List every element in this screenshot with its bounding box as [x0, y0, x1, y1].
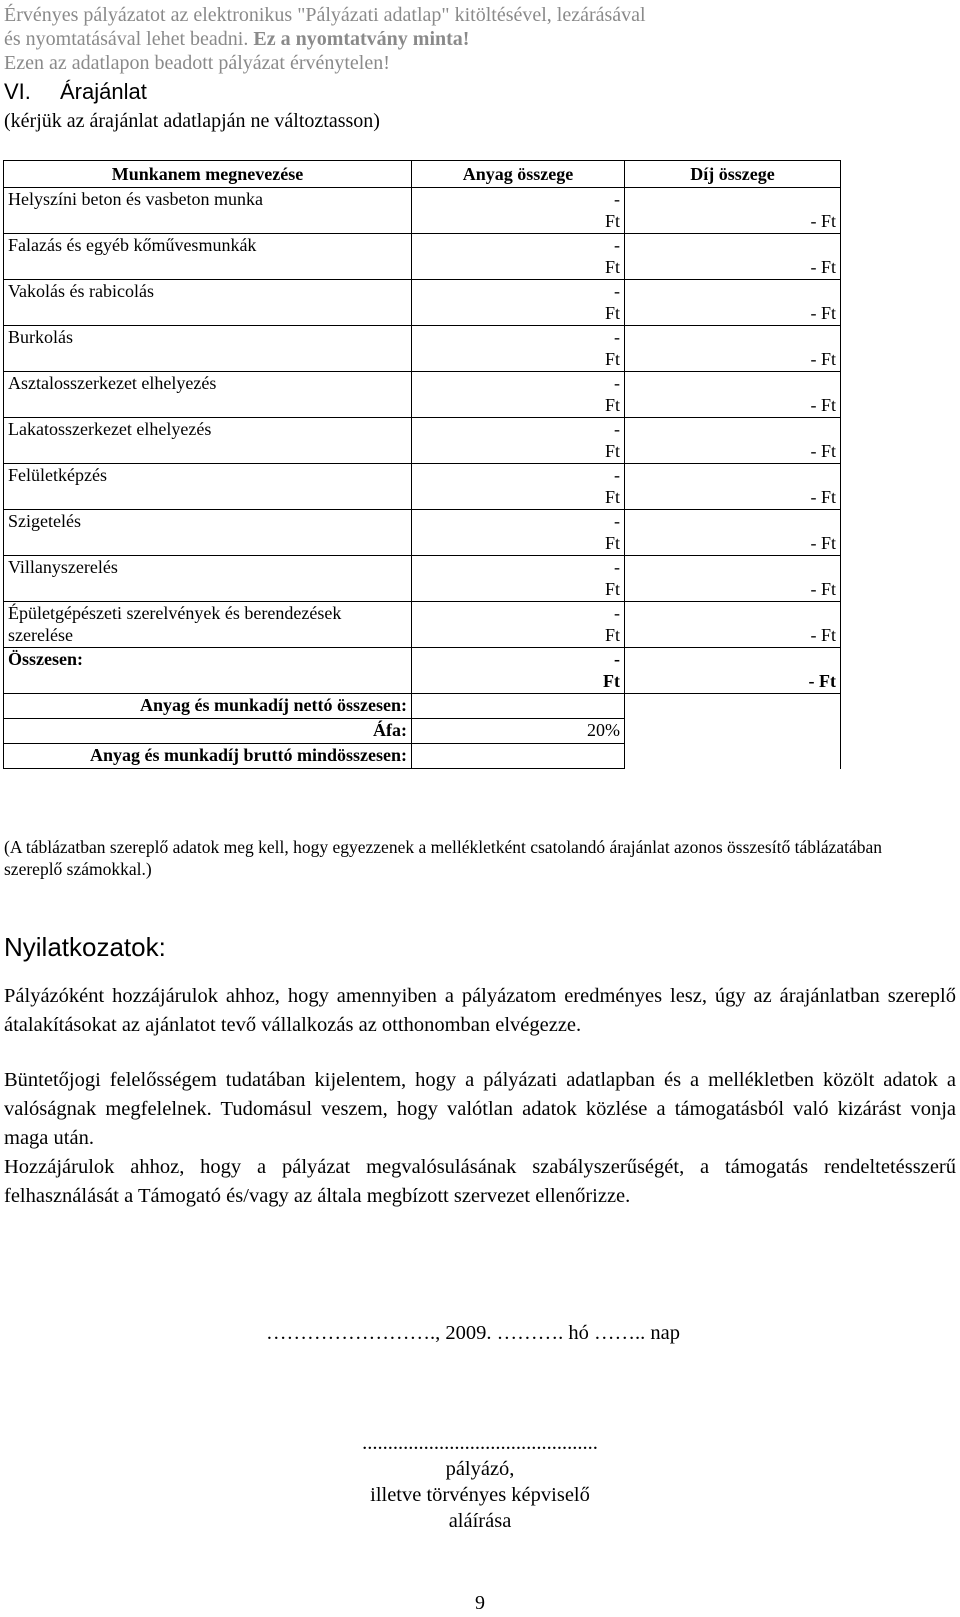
- signature-dotted-line: ..............................................: [362, 1432, 598, 1454]
- fee-cell[interactable]: - Ft: [625, 464, 841, 510]
- vat-value[interactable]: 20%: [412, 719, 625, 744]
- header-work-type: Munkanem megnevezése: [4, 161, 412, 188]
- material-dash: -: [614, 327, 620, 347]
- table-row: [4, 234, 841, 280]
- section-subtitle: (kérjük az árajánlat adatlapján ne változtasson): [4, 110, 380, 132]
- work-type-cell: Falazás és egyéb kőművesmunkák: [4, 234, 412, 280]
- table-row: [4, 464, 841, 510]
- declaration-control-paragraph: Hozzájárulok ahhoz, hogy a pályázat megvalósulásának szabályszerűségét, a támogatás rendeltetésszerű felhasználását a Támogató és/vagy az általa megbízott szervezet ellenőrizze.: [4, 1156, 956, 1207]
- material-cell[interactable]: [412, 464, 625, 510]
- material-dash: -: [614, 373, 620, 393]
- fee-cell[interactable]: - Ft: [625, 188, 841, 234]
- material-cell[interactable]: [412, 510, 625, 556]
- signature-label-2: illetve törvényes képviselő: [370, 1484, 590, 1506]
- material-dash: -: [614, 281, 620, 301]
- date-line: ……………………., 2009. ………. hó …….. nap: [266, 1322, 680, 1344]
- section-number: VI.: [4, 79, 31, 104]
- warning-line-1: Érvényes pályázatot az elektronikus "Pályázati adatlap" kitöltésével, lezárásával: [4, 4, 646, 26]
- table-header-row: [4, 161, 841, 188]
- declaration-consent-paragraph: Pályázóként hozzájárulok ahhoz, hogy amennyiben a pályázatom eredményes lesz, úgy az árajánlatban szereplő átalakításokat az ajánlatot tevő vállalkozás az otthonomban elvégezze.: [4, 985, 956, 1036]
- signature-label-3: aláírása: [448, 1510, 512, 1532]
- section-title: [4, 78, 147, 106]
- work-type-cell: Asztalosszerkezet elhelyezés: [4, 372, 412, 418]
- fee-cell[interactable]: - Ft: [625, 372, 841, 418]
- material-cell[interactable]: [412, 602, 625, 648]
- fee-cell[interactable]: - Ft: [625, 234, 841, 280]
- work-type-cell: Felületképzés: [4, 464, 412, 510]
- fee-cell[interactable]: - Ft: [625, 280, 841, 326]
- material-dash: -: [614, 419, 620, 439]
- empty-cell: [625, 744, 841, 769]
- material-unit: Ft: [604, 533, 620, 553]
- material-cell[interactable]: [412, 372, 625, 418]
- declarations-title: Nyilatkozatok:: [4, 932, 166, 962]
- warning-line-2-text: és nyomtatásával lehet beadni.: [4, 28, 254, 50]
- material-cell[interactable]: [412, 556, 625, 602]
- net-total-label: Anyag és munkadíj nettó összesen:: [4, 694, 412, 719]
- material-cell[interactable]: [412, 188, 625, 234]
- material-unit: Ft: [604, 257, 620, 277]
- material-unit: Ft: [604, 579, 620, 599]
- gross-total-row: [4, 744, 841, 769]
- work-type-cell: Vakolás és rabicolás: [4, 280, 412, 326]
- material-unit: Ft: [604, 349, 620, 369]
- vat-row: [4, 719, 841, 744]
- material-cell[interactable]: [412, 326, 625, 372]
- fee-cell[interactable]: - Ft: [625, 510, 841, 556]
- work-type-cell: Burkolás: [4, 326, 412, 372]
- table-row: [4, 188, 841, 234]
- sample-form-notice: Ez a nyomtatvány minta!: [253, 28, 470, 50]
- material-unit: Ft: [604, 303, 620, 323]
- total-material-cell[interactable]: [412, 648, 625, 694]
- total-material-unit: Ft: [603, 671, 620, 691]
- signature-block: [300, 1430, 660, 1534]
- table-row: [4, 326, 841, 372]
- fee-cell[interactable]: - Ft: [625, 418, 841, 464]
- material-dash: -: [614, 511, 620, 531]
- work-type-cell: Helyszíni beton és vasbeton munka: [4, 188, 412, 234]
- material-cell[interactable]: [412, 280, 625, 326]
- table-note: (A táblázatban szereplő adatok meg kell, hogy egyezzenek a mellékletként csatolandó árajánlat azonos összesítő táblázatában szereplő számokkal.): [4, 837, 883, 879]
- material-cell[interactable]: [412, 418, 625, 464]
- work-type-cell: Szigetelés: [4, 510, 412, 556]
- empty-cell: [625, 719, 841, 744]
- material-dash: -: [614, 235, 620, 255]
- warning-line-2: [4, 27, 646, 51]
- net-total-value[interactable]: [412, 694, 625, 719]
- fee-cell[interactable]: - Ft: [625, 556, 841, 602]
- table-row: [4, 602, 841, 648]
- total-material-dash: -: [614, 649, 620, 669]
- vat-label: Áfa:: [4, 719, 412, 744]
- net-total-row: [4, 694, 841, 719]
- header-material-amount: Anyag összege: [412, 161, 625, 188]
- material-dash: -: [614, 557, 620, 577]
- section-title-text: Árajánlat: [60, 79, 147, 104]
- validity-warning-header: [4, 3, 646, 75]
- work-type-cell: Épületgépészeti szerelvények és berendezések szerelése: [4, 602, 412, 648]
- header-fee-amount: Díj összege: [625, 161, 841, 188]
- material-unit: Ft: [604, 211, 620, 231]
- empty-cell: [625, 694, 841, 719]
- total-row: [4, 648, 841, 694]
- gross-total-label: Anyag és munkadíj bruttó mindösszesen:: [4, 744, 412, 769]
- material-cell[interactable]: [412, 234, 625, 280]
- fee-cell[interactable]: - Ft: [625, 326, 841, 372]
- material-unit: Ft: [604, 487, 620, 507]
- table-row: [4, 418, 841, 464]
- total-fee-cell[interactable]: - Ft: [625, 648, 841, 694]
- page-number: 9: [475, 1592, 485, 1614]
- material-dash: -: [614, 189, 620, 209]
- total-label: Összesen:: [4, 648, 412, 694]
- material-unit: Ft: [604, 395, 620, 415]
- work-type-cell: Villanyszerelés: [4, 556, 412, 602]
- material-dash: -: [614, 465, 620, 485]
- fee-cell[interactable]: - Ft: [625, 602, 841, 648]
- table-row: [4, 280, 841, 326]
- material-unit: Ft: [604, 441, 620, 461]
- price-quote-table: [3, 160, 841, 769]
- gross-total-value[interactable]: [412, 744, 625, 769]
- material-unit: Ft: [604, 625, 620, 645]
- signature-label-1: pályázó,: [445, 1458, 515, 1480]
- table-row: [4, 556, 841, 602]
- material-dash: -: [614, 603, 620, 623]
- table-row: [4, 510, 841, 556]
- work-type-cell: Lakatosszerkezet elhelyezés: [4, 418, 412, 464]
- warning-line-3: Ezen az adatlapon beadott pályázat érvénytelen!: [4, 52, 390, 74]
- table-row: [4, 372, 841, 418]
- declaration-liability-paragraph: Büntetőjogi felelősségem tudatában kijelentem, hogy a pályázati adatlapban és a mellékletben közölt adatok a valóságnak megfelelnek. Tudomásul veszem, hogy valótlan adatok közlése a támogatásból való kizárást vonja maga után.: [4, 1069, 956, 1149]
